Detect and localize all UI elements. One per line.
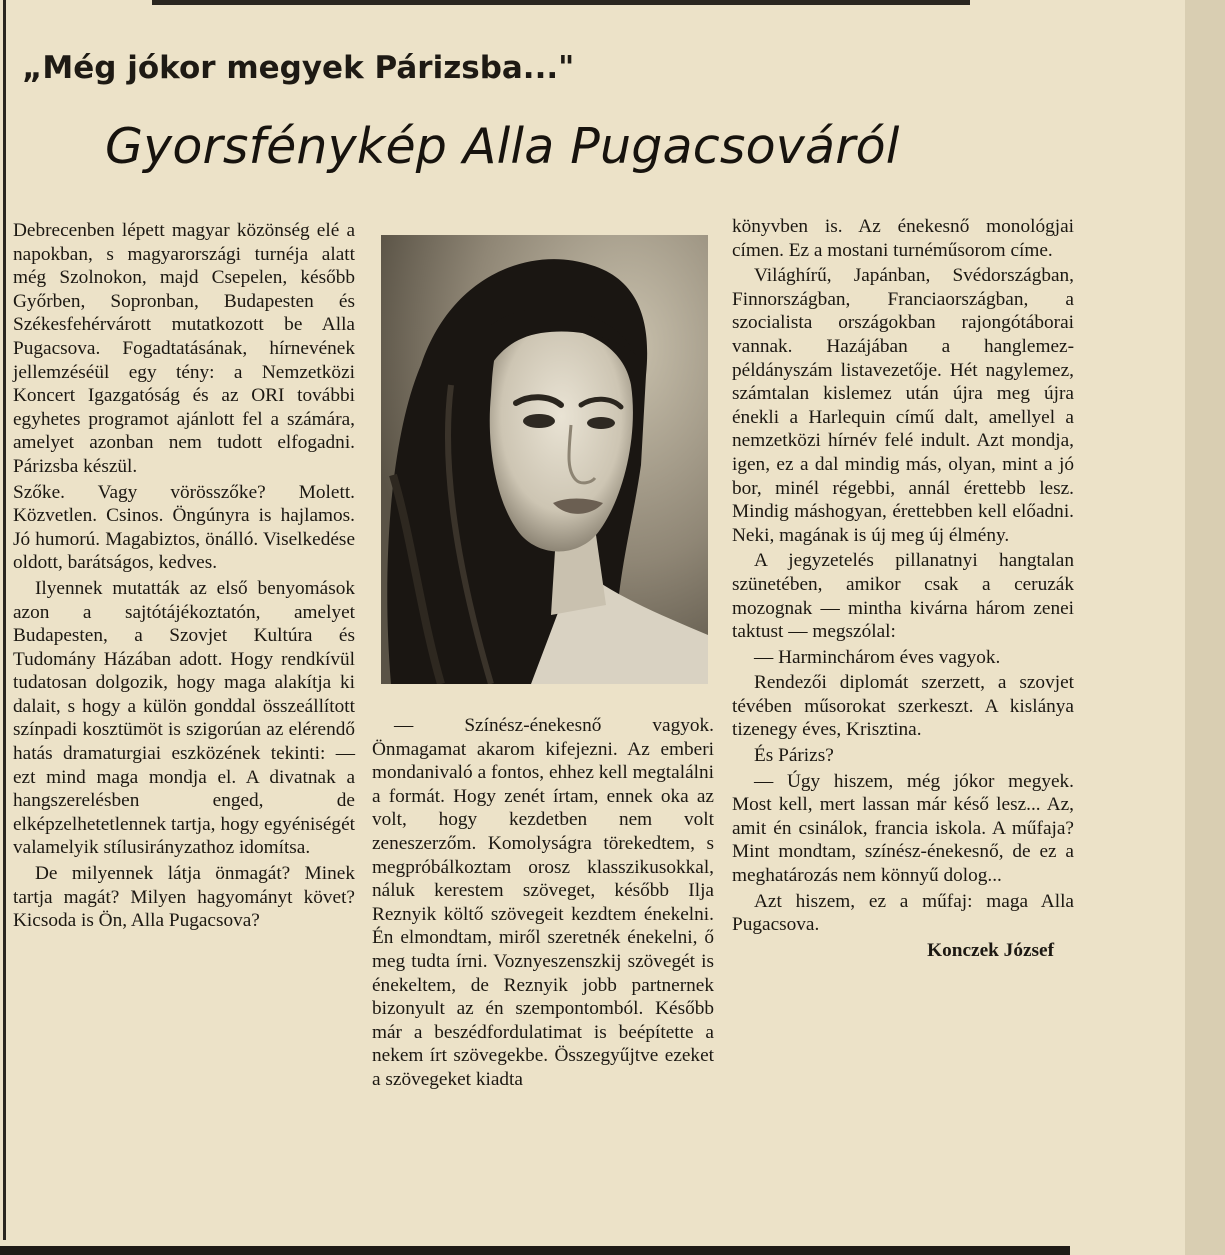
paragraph: — Úgy hiszem, még jókor megyek. Most kell, mert lassan már késő lesz... Az, amit én csinálok, francia iskola. A műfaja? Mint mondtam, színész-énekesnő, de ez a meghatározás nem könnyű dolog... [732,770,1074,887]
paragraph: — Színész-énekesnő vagyok. Önmagamat akarom kifejezni. Az emberi mondanivaló a fontos, ehhez kell megtalálni a formát. Hogy zenét írtam, ennek oka az volt, hogy kezdetben nem volt zeneszerzőm. Komolyságra törekedtem, s megpróbálkoztam orosz klasszikusokkal, náluk kerestem szöveget, később Ilja Reznyik költő szövegeit kezdtem énekelni. Én elmondtam, miről szeretnék énekelni, ő meg tudta írni. Voznyeszenszkij szövegét is énekeltem, de Reznyik jobb partnernek bizonyult az én szempontomból. Később már a beszédfordulatimat is beépítette a nekem írt szövegekbe. Összegyűjtve ezeket a szövegeket kiadta [372,715,714,1090]
paragraph: Rendezői diplomát szerzett, a szovjet tévében műsorokat szerkeszt. A kislánya tizenegy éves, Krisztina. [732,672,1074,741]
paragraph: De milyennek látja önmagát? Minek tartja magát? Milyen hagyományt követ? Kicsoda is Ön, Alla Pugacsova? [13,863,355,932]
left-column-rule [3,0,6,1240]
paragraph: Ilyennek mutatták az első benyomások azon a sajtótájékoztatón, amelyet Budapesten, a Szovjet Kultúra és Tudomány Házában adott. Hogy rendkívül tudatosan dolgozik, hogy maga alakítja ki dalait, s hogy a külön gonddal összeállított színpadi kosztümöt is szigorúan az elérendő hatás dramaturgiai eszközének tekinti: — ezt mind maga mondja el. A divatnak a hangszerelésben enged, de elképzelhetetlennek tartja, hogy egyéniségét valamelyik stílusirányzathoz idomítsa. [13,577,355,859]
paragraph: Világhírű, Japánban, Svédországban, Finnországban, Franciaországban, a szocialista országokban rajongótáborai vannak. Hazájában a hanglemez-példányszám listavezetője. Hét nagylemez, számtalan kislemez után újra meg újra énekli a Harlequin című dalt, amellyel a nemzetközi hírnév felé indult. Azt mondja, igen, ez a dal mindig más, olyan, mint a jó bor, minél régebbi, annál érettebb lesz. Mindig máshogyan, érettebben kell előadni. Neki, magának is új meg új élmény. [732,265,1074,546]
paragraph: könyvben is. Az énekesnő monológjai címen. Ez a mostani turnéműsorom címe. [732,216,1074,261]
column-1 [13,219,355,933]
portrait-photo [381,235,708,684]
portrait-illustration [381,235,708,684]
article-kicker: „Még jókor megyek Párizsba..." [22,50,575,86]
bottom-rule [0,1246,1070,1255]
paragraph: A jegyzetelés pillanatnyi hangtalan szünetében, amikor csak a ceruzák mozognak — mintha kivárna három zenei taktust — megszólal: [732,550,1074,643]
top-rule [152,0,970,5]
page-edge [1185,0,1225,1255]
paragraph: Szőke. Vagy vörösszőke? Molett. Közvetlen. Csinos. Öngúnyra is hajlamos. Jó humorú. Magabiztos, önálló. Viselkedése oldott, barátságos, kedves. [13,481,355,574]
column-3 [732,215,1074,962]
paragraph: Debrecenben lépett magyar közönség elé a napokban, s magyarországi turnéja alatt még Szolnokon, majd Csepelen, később Győrben, Sopronban, Budapesten és Székesfehérvárott mutatkozott be Alla Pugacsova. Fogadtatásának, hírnevének jellemzéséül egy tény: a Nemzetközi Koncert Igazgatóság és az ORI további egyhetes programot ajánlott fel a számára, amelyet azonban nem tudott elfogadni. Párizsba készül. [13,220,355,477]
column-2 [372,714,714,1092]
paragraph: És Párizs? [754,745,834,767]
author-signature: Konczek József [927,939,1054,961]
article-headline: Gyorsfénykép Alla Pugacsováról [105,118,900,175]
paragraph: — Harminchárom éves vagyok. [754,646,1001,668]
paragraph: Azt hiszem, ez a műfaj: maga Alla Pugacsova. [732,890,1074,936]
